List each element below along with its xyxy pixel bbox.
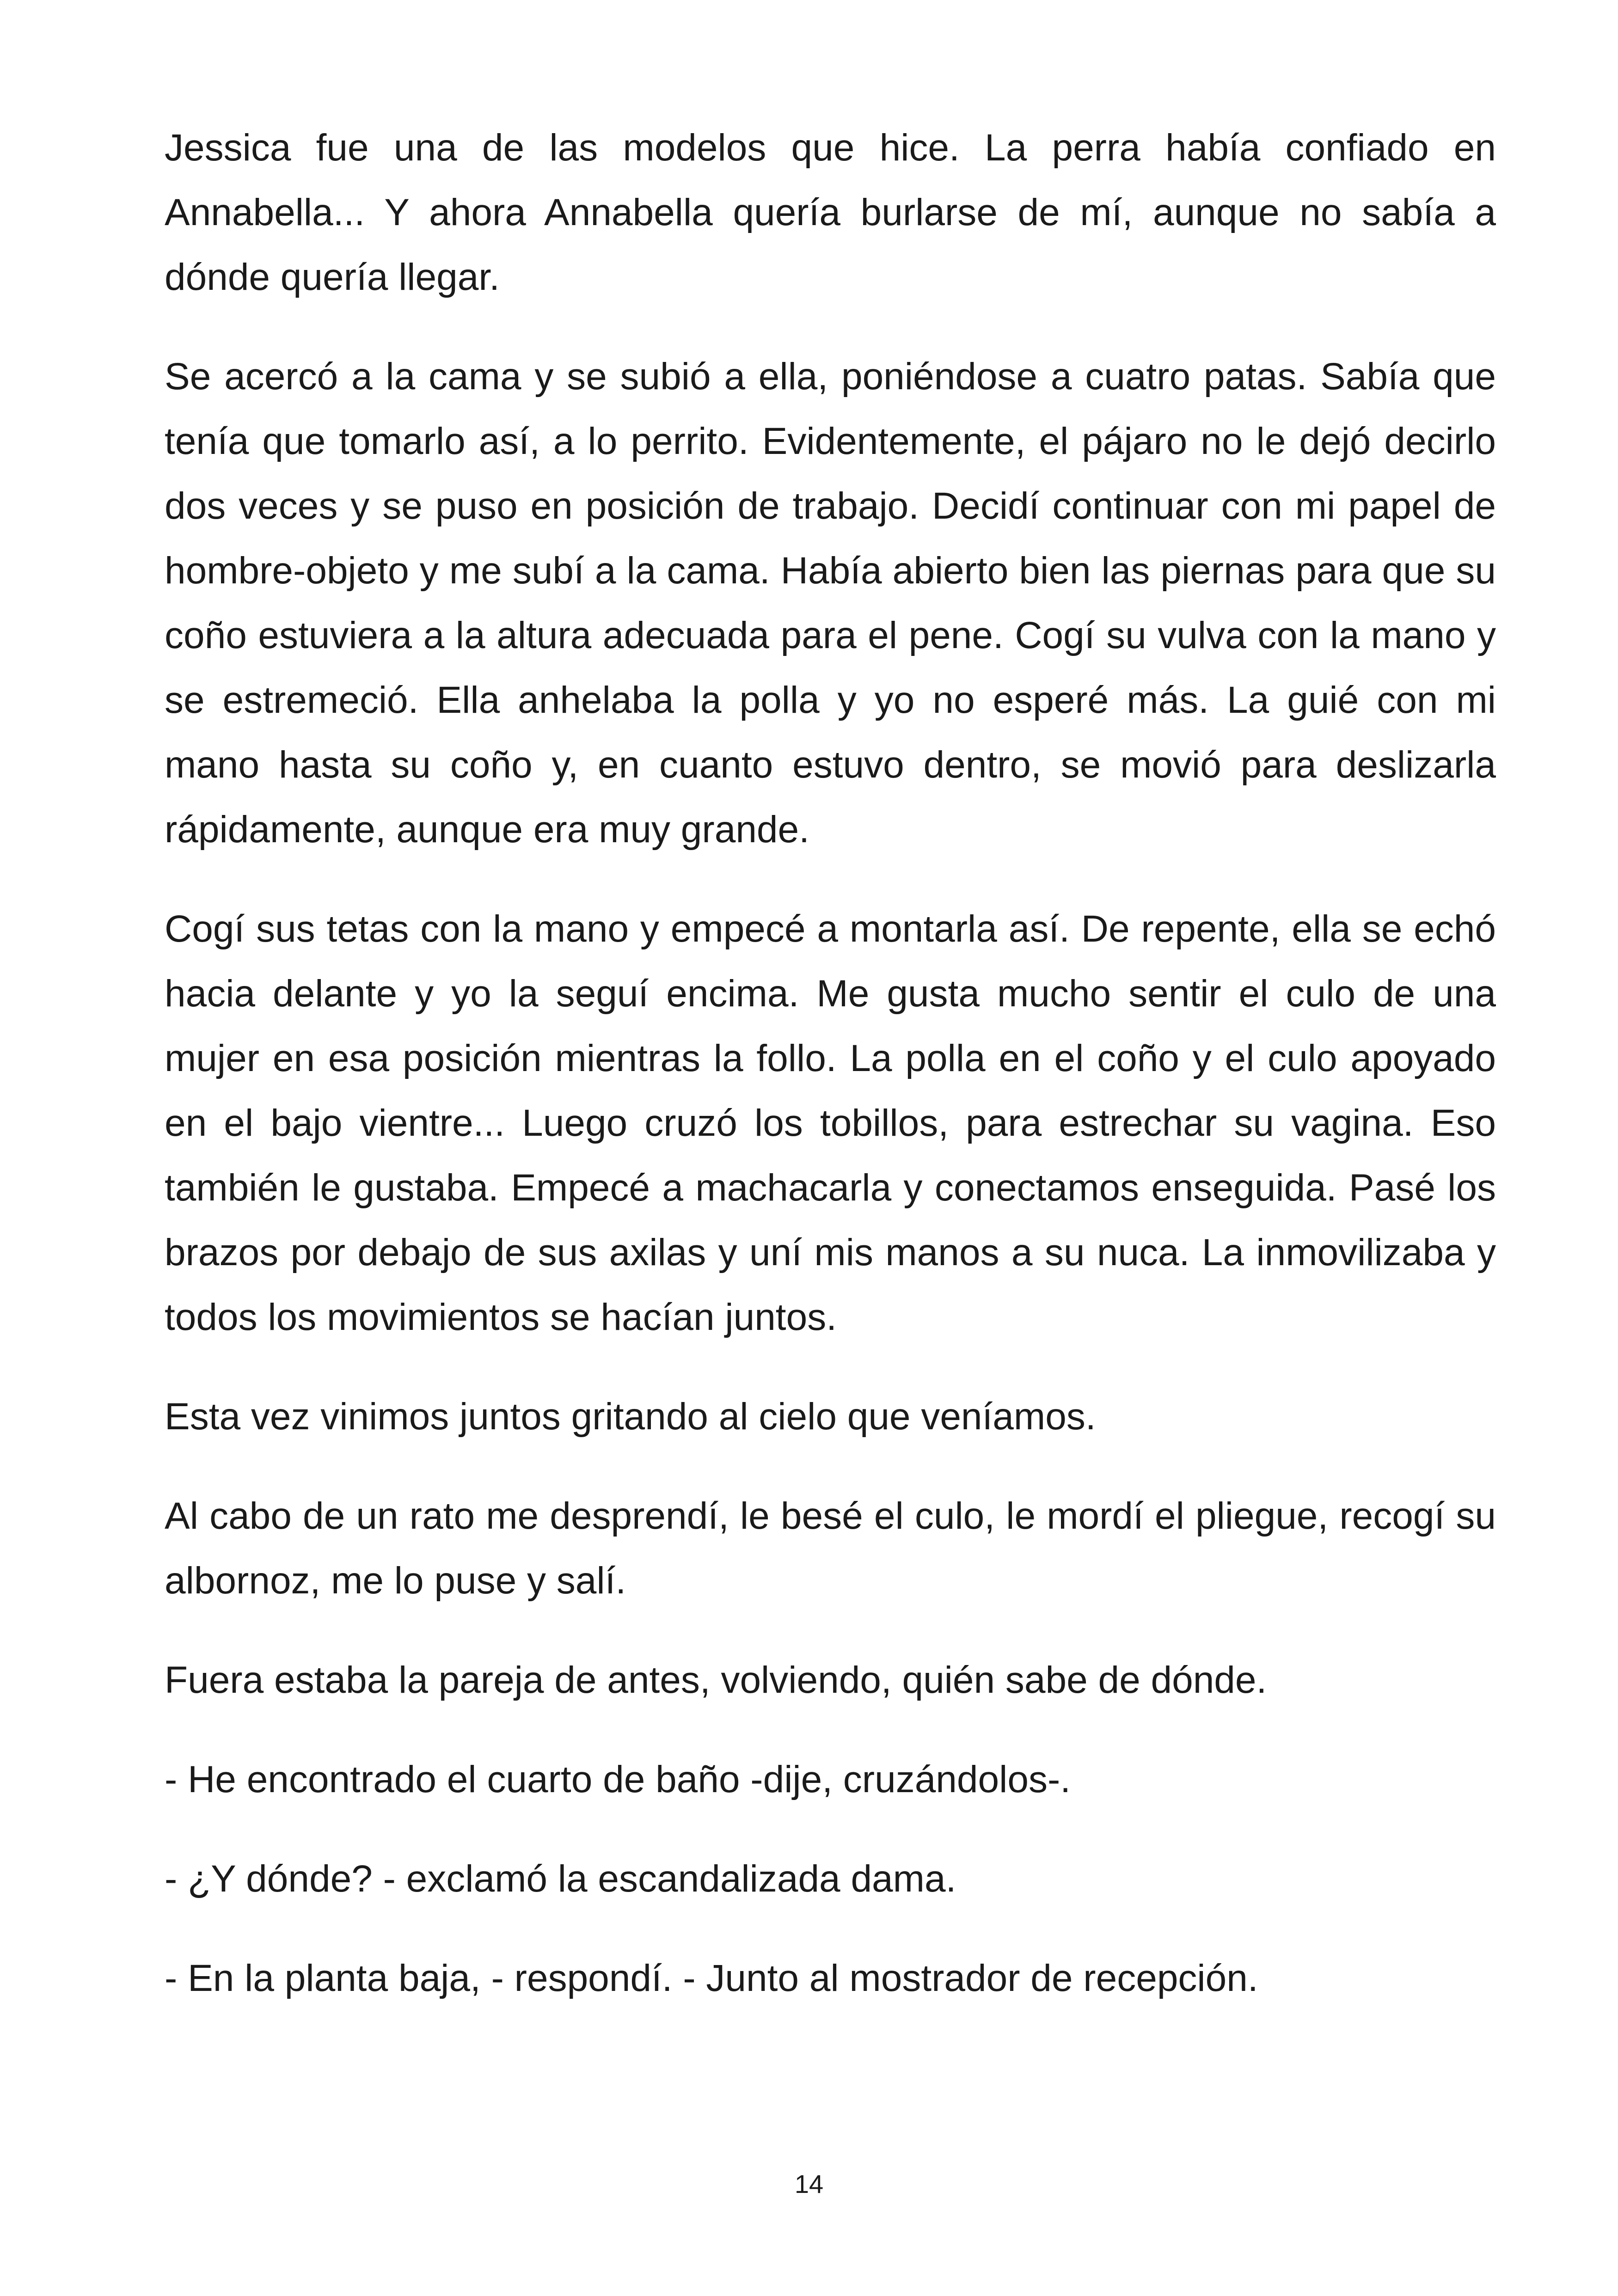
dialogue-line: - He encontrado el cuarto de baño -dije, cruzándolos-. <box>165 1758 1071 1800</box>
paragraph: Se acercó a la cama y se subió a ella, poniéndose a cuatro patas. Sabía que tenía que tomarlo así, a lo perrito. Evidentemente, el pájaro no le dejó decirlo dos veces y se puso en posición de trabajo. Decidí continuar con mi papel de hombre-objeto y me subí a la cama. Había abierto bien las piernas para que su coño estuviera a la altura adecuada para el pene. Cogí su vulva con la mano y se estremeció. Ella anhelaba la polla y yo no esperé más. La guié con mi mano hasta su coño y, en cuanto estuvo dentro, se movió para deslizarla rápidamente, aunque era muy grande. <box>165 355 1496 851</box>
dialogue-line: - En la planta baja, - respondí. - Junto al mostrador de recepción. <box>165 1957 1258 1999</box>
paragraph: Jessica fue una de las modelos que hice. La perra había confiado en Annabella... Y ahora Annabella quería burlarse de mí, aunque no sabía a dónde quería llegar. <box>165 127 1496 298</box>
page-number: 14 <box>794 2169 824 2198</box>
paragraph: Esta vez vinimos juntos gritando al cielo que veníamos. <box>165 1396 1096 1438</box>
paragraph: Cogí sus tetas con la mano y empecé a montarla así. De repente, ella se echó hacia delante y yo la seguí encima. Me gusta mucho sentir el culo de una mujer en esa posición mientras la follo. La polla en el coño y el culo apoyado en el bajo vientre... Luego cruzó los tobillos, para estrechar su vagina. Eso también le gustaba. Empecé a machacarla y conectamos enseguida. Pasé los brazos por debajo de sus axilas y uní mis manos a su nuca. La inmovilizaba y todos los movimientos se hacían juntos. <box>165 908 1496 1338</box>
paragraph: Al cabo de un rato me desprendí, le besé el culo, le mordí el pliegue, recogí su albornoz, me lo puse y salí. <box>165 1495 1496 1602</box>
dialogue-line: - ¿Y dónde? - exclamó la escandalizada dama. <box>165 1858 956 1900</box>
page-body <box>165 116 1496 2045</box>
paragraph: Fuera estaba la pareja de antes, volviendo, quién sabe de dónde. <box>165 1659 1267 1701</box>
